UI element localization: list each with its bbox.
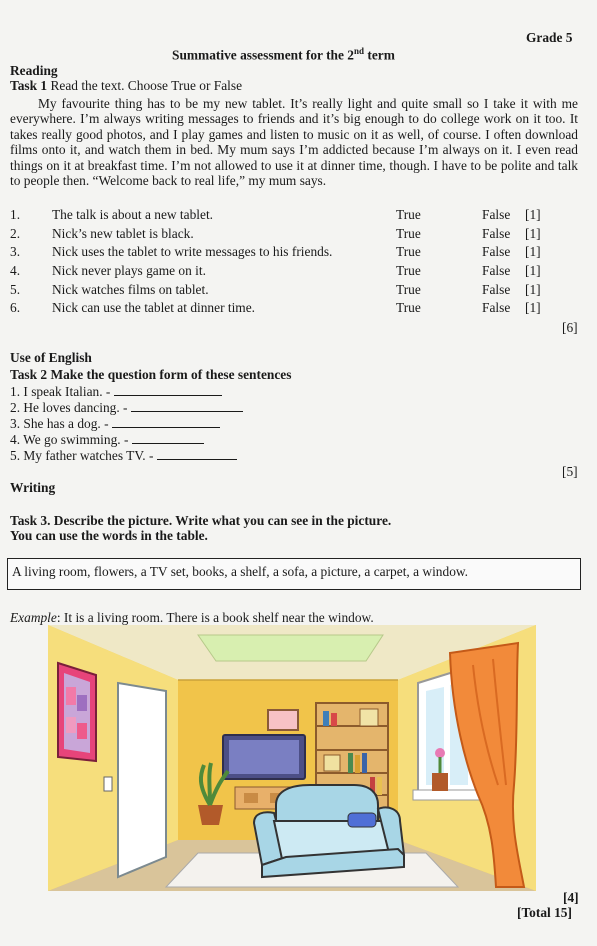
statement-text: Nick watches films on tablet. <box>52 282 209 297</box>
true-option[interactable]: True <box>396 207 421 222</box>
task2-item-4: 4. We go swimming. - <box>10 432 204 446</box>
task2-item-2: 2. He loves dancing. - <box>10 400 243 414</box>
false-option[interactable]: False <box>482 263 511 278</box>
task2-item-5: 5. My father watches TV. - <box>10 448 237 462</box>
statement-row <box>10 301 580 319</box>
statement-mark: [1] <box>525 244 541 259</box>
reading-text: My favourite thing has to be my new tablet. It’s really light and quite small so I take it with me everywhere. I’m always writing messages to friends and it’s big enough to do college work on it too. It takes really good photos, and I play games and listen to music on it as well, of course. I often download films onto it, and watch them in bed. My mum says I’m addicted because I’m always on it. I even read things on it at breakfast time. I’m not allowed to use it at dinner time, though. I have to be polite and talk to people then. “Welcome back to real life,” my mum says. <box>10 96 578 189</box>
task3-mark: [4] <box>563 890 579 905</box>
statement-number: 4. <box>10 263 21 278</box>
task3-title: Task 3. Describe the picture. Write what you can see in the picture. <box>10 513 392 528</box>
grade-label: Grade 5 <box>526 30 573 45</box>
statement-row <box>10 208 580 226</box>
true-option[interactable]: True <box>396 263 421 278</box>
false-option[interactable]: False <box>482 282 511 297</box>
statement-mark: [1] <box>525 226 541 241</box>
task2-title: Task 2 Make the question form of these sentences <box>10 367 292 382</box>
true-option[interactable]: True <box>396 226 421 241</box>
word-table: A living room, flowers, a TV set, books, a shelf, a sofa, a picture, a carpet, a window. <box>7 558 581 590</box>
statement-text: Nick uses the tablet to write messages to his friends. <box>52 244 333 259</box>
statement-number: 1. <box>10 207 21 222</box>
statement-number: 5. <box>10 282 21 297</box>
task2-item-1: 1. I speak Italian. - <box>10 384 222 398</box>
false-option[interactable]: False <box>482 226 511 241</box>
false-option[interactable]: False <box>482 300 511 315</box>
statement-text: Nick can use the tablet at dinner time. <box>52 300 256 315</box>
statement-text: Nick never plays game on it. <box>52 263 206 278</box>
false-option[interactable]: False <box>482 244 511 259</box>
answer-line-3[interactable] <box>112 416 220 428</box>
task2-item-3: 3. She has a dog. - <box>10 416 220 430</box>
answer-line-4[interactable] <box>132 432 204 444</box>
statement-number: 3. <box>10 244 21 259</box>
statement-mark: [1] <box>525 282 541 297</box>
statement-number: 2. <box>10 226 21 241</box>
statement-text: The talk is about a new tablet. <box>52 207 214 222</box>
statement-row <box>10 227 580 245</box>
task3-subtitle: You can use the words in the table. <box>10 528 208 543</box>
statement-mark: [1] <box>525 300 541 315</box>
task2-total: [5] <box>562 464 578 479</box>
true-option[interactable]: True <box>396 282 421 297</box>
total-score: [Total 15] <box>517 905 572 920</box>
true-option[interactable]: True <box>396 300 421 315</box>
statement-row <box>10 283 580 301</box>
writing-heading: Writing <box>10 480 56 495</box>
task1-total: [6] <box>562 320 578 335</box>
answer-line-5[interactable] <box>157 448 237 460</box>
statement-mark: [1] <box>525 263 541 278</box>
statement-text: Nick’s new tablet is black. <box>52 226 194 241</box>
false-option[interactable]: False <box>482 207 511 222</box>
use-of-english-heading: Use of English <box>10 350 92 365</box>
statement-row <box>10 245 580 263</box>
page-title: Summative assessment for the 2nd term <box>172 46 395 63</box>
living-room-picture <box>48 625 536 891</box>
example-line: Example: It is a living room. There is a book shelf near the window. <box>10 610 374 625</box>
statement-mark: [1] <box>525 207 541 222</box>
statement-number: 6. <box>10 300 21 315</box>
task1-title: Task 1 Read the text. Choose True or False <box>10 78 243 93</box>
answer-line-2[interactable] <box>131 400 243 412</box>
statement-row <box>10 264 580 282</box>
reading-heading: Reading <box>10 63 58 78</box>
wall-picture <box>58 663 96 761</box>
answer-line-1[interactable] <box>114 384 222 396</box>
true-option[interactable]: True <box>396 244 421 259</box>
